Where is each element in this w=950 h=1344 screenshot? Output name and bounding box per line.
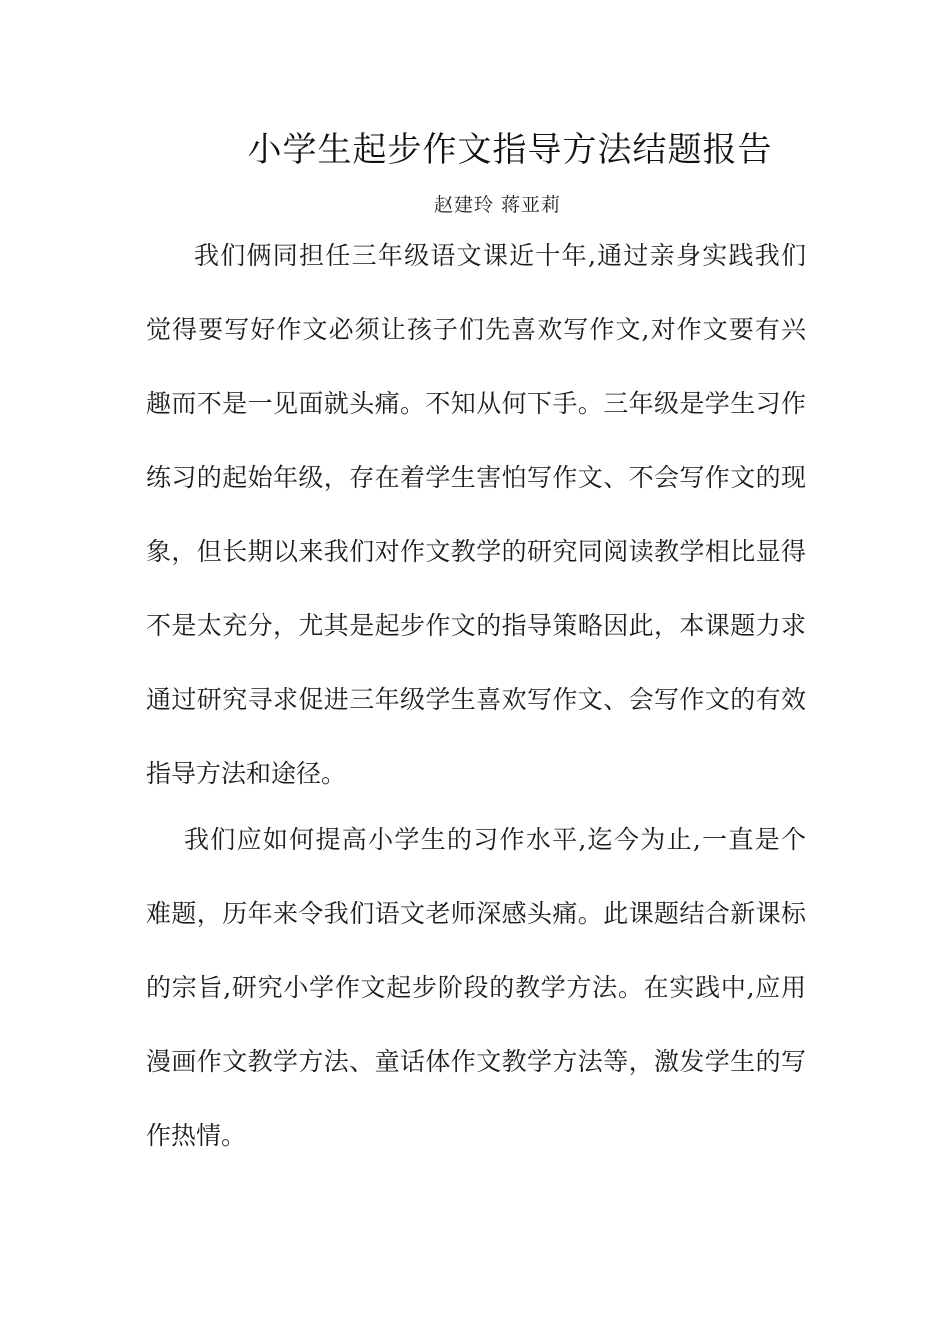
paragraph-line: 觉得要写好作文必须让孩子们先喜欢写作文,对作文要有兴 [146, 315, 806, 344]
paragraph-line: 我们俩同担任三年级语文课近十年,通过亲身实践我们 [194, 241, 806, 270]
paragraph-line: 通过研究寻求促进三年级学生喜欢写作文、会写作文的有效 [146, 685, 806, 714]
paragraph-1 [146, 236, 806, 828]
document-authors: 赵建玲 蒋亚莉 [433, 194, 562, 216]
paragraph-line: 象，但长期以来我们对作文教学的研究同阅读教学相比显得 [146, 537, 806, 566]
paragraph-2 [146, 820, 806, 1190]
paragraph-line: 漫画作文教学方法、童话体作文教学方法等，激发学生的写 [146, 1047, 806, 1076]
paragraph-line: 难题，历年来令我们语文老师深感头痛。此课题结合新课标 [146, 899, 806, 928]
paragraph-line: 不是太充分，尤其是起步作文的指导策略因此，本课题力求 [146, 611, 806, 640]
paragraph-line: 我们应如何提高小学生的习作水平,迄今为止,一直是个 [184, 825, 806, 854]
paragraph-line: 的宗旨,研究小学作文起步阶段的教学方法。在实践中,应用 [146, 973, 806, 1002]
paragraph-line: 指导方法和途径。 [146, 759, 347, 788]
paragraph-line: 练习的起始年级，存在着学生害怕写作文、不会写作文的现 [146, 463, 806, 492]
paragraph-line: 趣而不是一见面就头痛。不知从何下手。三年级是学生习作 [146, 389, 806, 418]
paragraph-line: 作热情。 [146, 1121, 247, 1150]
document-title: 小学生起步作文指导方法结题报告 [247, 130, 773, 170]
